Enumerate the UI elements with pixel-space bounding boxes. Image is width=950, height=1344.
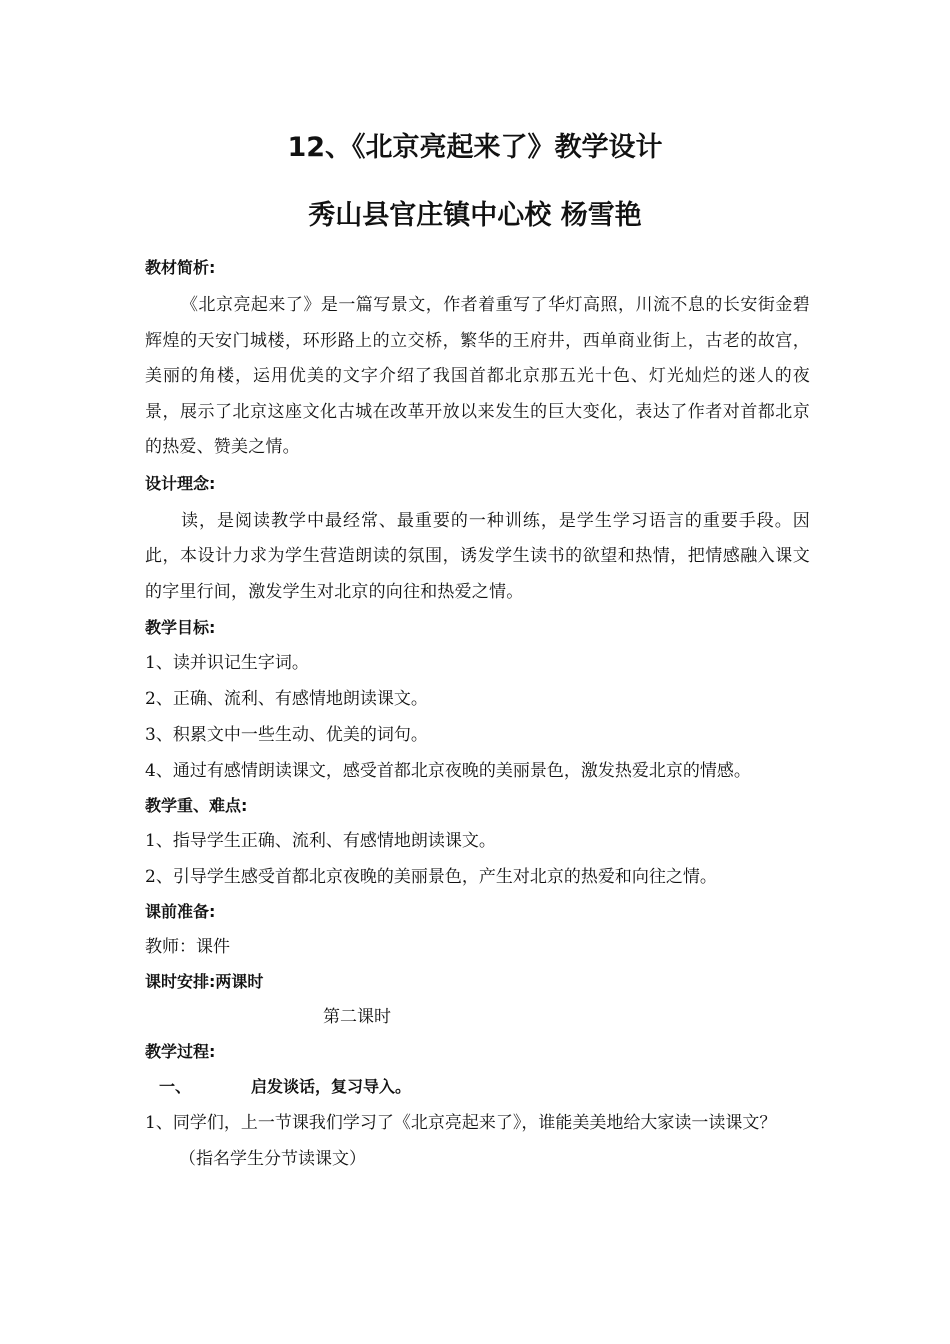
document-author: 秀山县官庄镇中心校 杨雪艳: [308, 200, 642, 231]
keypoint-item: 1、指导学生正确、流利、有感情地朗读课文。: [145, 831, 496, 851]
document-body: [145, 254, 810, 1174]
goal-item: 3、积累文中一些生动、优美的词句。: [145, 725, 428, 745]
concept-heading: 设计理念:: [145, 473, 216, 493]
lesson-label: 第二课时: [323, 1007, 391, 1027]
goal-item: 1、读并识记生字词。: [145, 653, 309, 673]
keypoint-item: 2、引导学生感受首都北京夜晚的美丽景色，产生对北京的热爱和向往之情。: [145, 867, 717, 887]
goal-item: 2、正确、流利、有感情地朗读课文。: [145, 689, 428, 709]
goals-heading: 教学目标:: [145, 618, 216, 637]
prep-heading: 课前准备:: [145, 902, 216, 921]
process-heading: 教学过程:: [145, 1042, 216, 1061]
step-1-heading: [145, 1072, 810, 1102]
step-1-number: 一、: [159, 1077, 192, 1096]
step-1-question: 1、同学们，上一节课我们学习了《北京亮起来了》，谁能美美地给大家读一读课文？: [145, 1113, 777, 1133]
schedule-heading: 课时安排:两课时: [145, 972, 264, 991]
materials-paragraph: 《北京亮起来了》是一篇写景文，作者着重写了华灯高照，川流不息的长安街金碧辉煌的天安门城楼，环形路上的立交桥，繁华的王府井，西单商业街上，古老的故宫，美丽的角楼，运用优美的文字介绍了我国首都北京那五光十色、灯光灿烂的迷人的夜景，展示了北京这座文化古城在改革开放以来发生的巨大变化，表达了作者对首都北京的热爱、赞美之情。: [145, 295, 810, 457]
concept-paragraph: 读，是阅读教学中最经常、最重要的一种训练，是学生学习语言的重要手段。因此，本设计力求为学生营造朗读的氛围，诱发学生读书的欲望和热情，把情感融入课文的字里行间，激发学生对北京的向往和热爱之情。: [145, 510, 810, 602]
prep-text: 教师：课件: [145, 937, 230, 957]
goal-item: 4、通过有感情朗读课文，感受首都北京夜晚的美丽景色，激发热爱北京的情感。: [145, 761, 751, 781]
step-1-note: （指名学生分节读课文）: [179, 1149, 366, 1169]
document-title: 12、《北京亮起来了》教学设计: [287, 132, 663, 163]
keypoints-heading: 教学重、难点:: [145, 796, 248, 815]
materials-heading: 教材简析:: [145, 258, 216, 277]
step-1-title: 启发谈话，复习导入。: [251, 1077, 412, 1096]
